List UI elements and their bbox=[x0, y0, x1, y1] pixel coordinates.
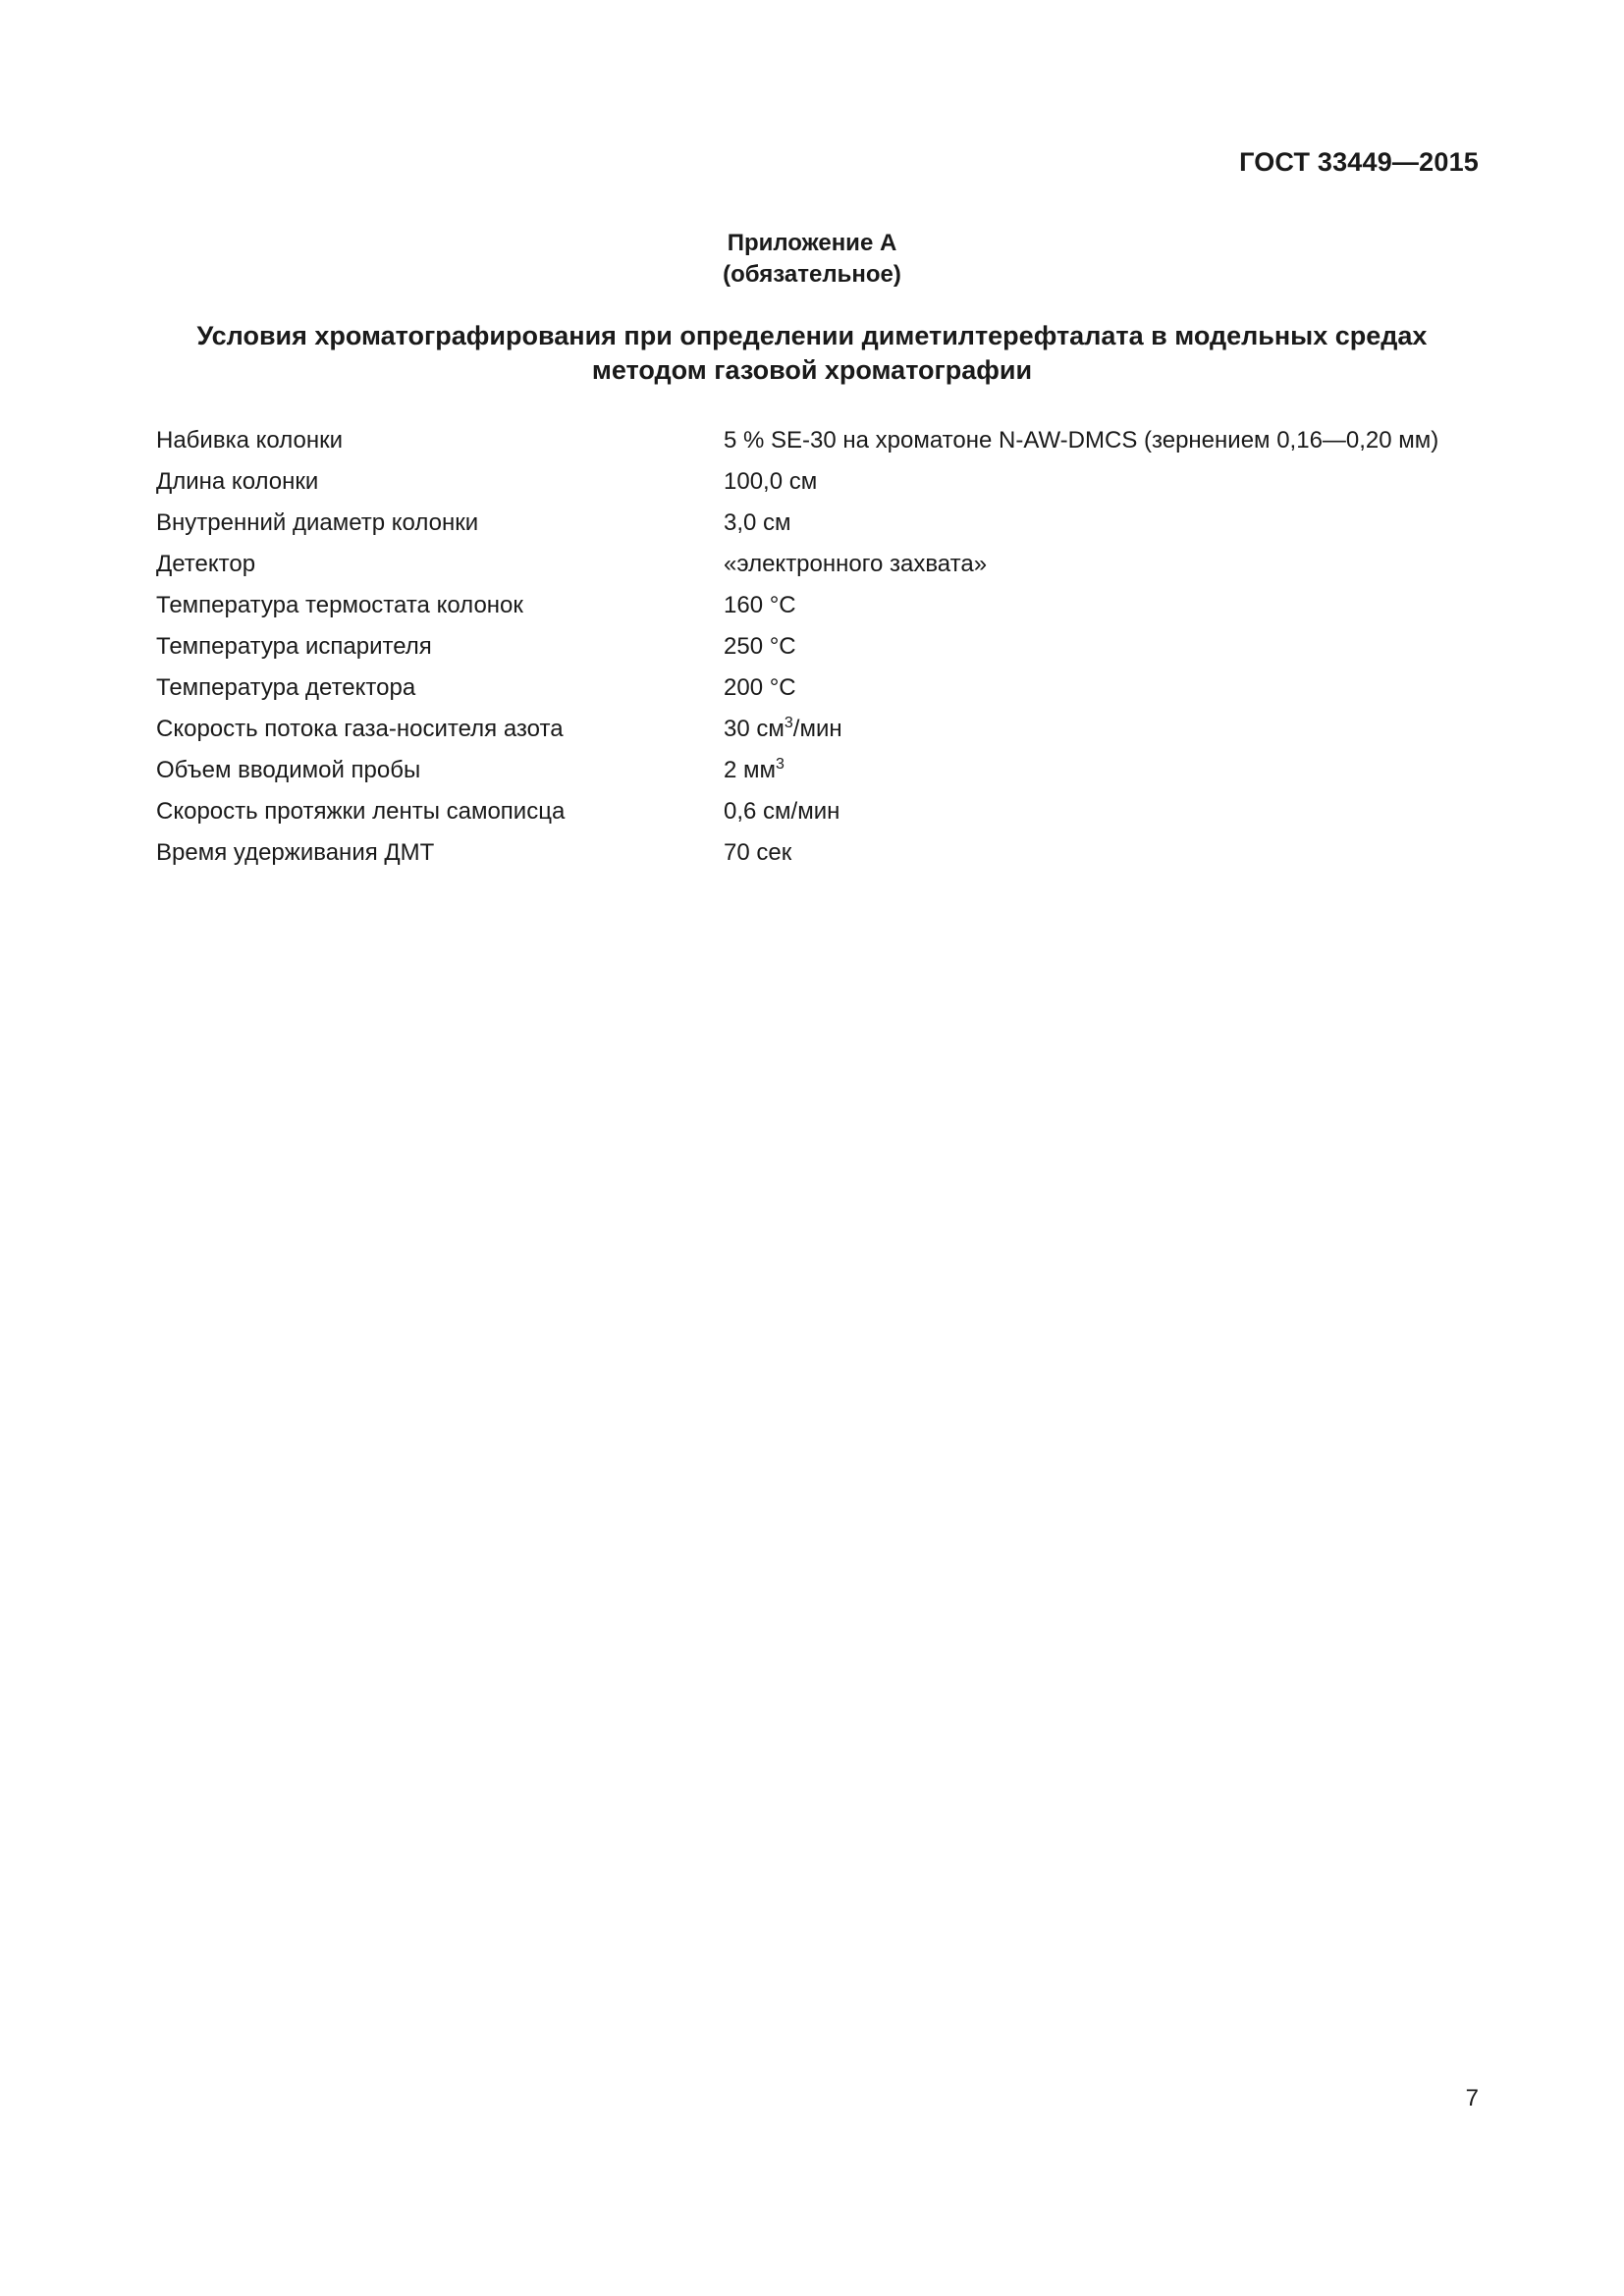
parameter-label: Температура детектора bbox=[156, 674, 416, 701]
parameter-label: Температура термостата колонок bbox=[156, 592, 523, 618]
parameter-value: 5 % SE-30 на хроматоне N-AW-DMCS (зернением 0,16—0,20 мм) bbox=[724, 427, 1439, 454]
parameter-label: Внутренний диаметр колонки bbox=[156, 509, 479, 536]
parameter-label: Детектор bbox=[156, 551, 256, 577]
parameter-value: 200 °С bbox=[724, 674, 796, 701]
page-number: 7 bbox=[1465, 2085, 1479, 2111]
parameter-row bbox=[156, 832, 1491, 874]
parameter-label: Скорость потока газа-носителя азота bbox=[156, 716, 564, 742]
parameter-label: Скорость протяжки ленты самописца bbox=[156, 798, 566, 825]
parameter-row bbox=[156, 709, 1491, 750]
parameter-row bbox=[156, 461, 1491, 503]
appendix-name: Приложение А bbox=[727, 230, 897, 256]
superscript: 3 bbox=[776, 756, 785, 773]
parameter-label: Набивка колонки bbox=[156, 427, 343, 454]
parameter-value: 160 °С bbox=[724, 592, 796, 618]
parameter-value: 0,6 см/мин bbox=[724, 798, 840, 825]
parameter-row bbox=[156, 585, 1491, 626]
parameter-label: Температура испарителя bbox=[156, 633, 432, 660]
parameter-row bbox=[156, 750, 1491, 791]
parameter-value: 2 $мм^3$ bbox=[724, 756, 785, 783]
parameter-label: Объем вводимой пробы bbox=[156, 757, 421, 783]
parameter-label: Длина колонки bbox=[156, 468, 319, 495]
appendix-status: (обязательное) bbox=[723, 261, 901, 288]
parameter-value: 3,0 см bbox=[724, 509, 791, 536]
superscript: 3 bbox=[784, 715, 793, 731]
document-code: ГОСТ 33449—2015 bbox=[1239, 147, 1479, 177]
parameter-row bbox=[156, 626, 1491, 667]
appendix-heading bbox=[0, 228, 1624, 291]
parameter-row bbox=[156, 667, 1491, 709]
parameter-label: Время удерживания ДМТ bbox=[156, 839, 435, 866]
section-title bbox=[0, 319, 1624, 388]
parameter-value: 250 °С bbox=[724, 633, 796, 660]
title-line-1: Условия хроматографирования при определении диметилтерефталата в модельных средах bbox=[196, 321, 1428, 350]
parameter-row bbox=[156, 791, 1491, 832]
parameter-row bbox=[156, 544, 1491, 585]
parameter-value: 30 $см^3$/мин bbox=[724, 715, 842, 742]
parameters-list bbox=[156, 420, 1491, 874]
parameter-value: «электронного захвата» bbox=[724, 551, 988, 577]
parameter-value: 70 сек bbox=[724, 839, 792, 866]
parameter-value: 100,0 см bbox=[724, 468, 818, 495]
parameter-row bbox=[156, 503, 1491, 544]
title-line-2: методом газовой хроматографии bbox=[591, 355, 1033, 385]
parameter-row bbox=[156, 420, 1491, 461]
